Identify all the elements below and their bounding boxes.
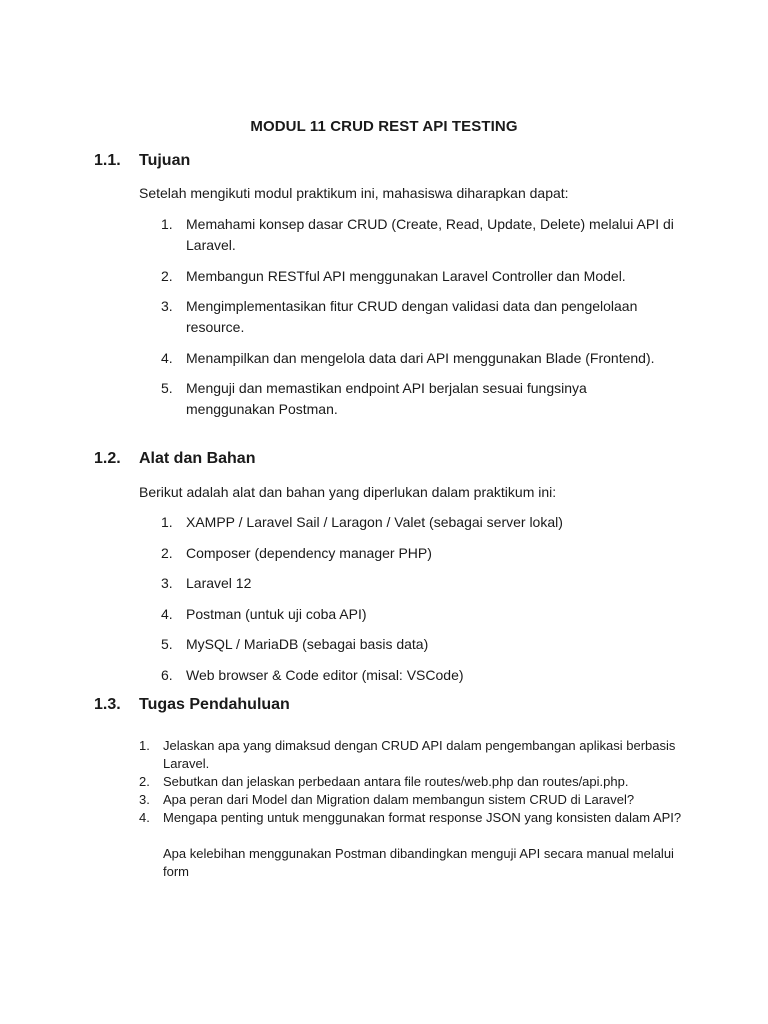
- list-item: [139, 604, 679, 625]
- list-item-text: Sebutkan dan jelaskan perbedaan antara file routes/web.php dan routes/api.php.: [163, 774, 629, 789]
- list-item: [139, 378, 679, 420]
- list-item-number: 2.: [161, 544, 173, 561]
- list-item: [139, 791, 699, 809]
- list-item-number: 3.: [161, 575, 173, 591]
- list-item-text: Jelaskan apa yang dimaksud dengan CRUD API dalam pengembangan aplikasi berbasis Laravel.: [163, 738, 676, 771]
- list-item: [139, 773, 699, 791]
- list-item-number: 2.: [161, 267, 173, 284]
- section-heading-tugas-pendahuluan: [94, 696, 290, 714]
- section-title: Tugas Pendahuluan: [139, 696, 290, 713]
- list-item: [139, 573, 679, 594]
- list-item-text: MySQL / MariaDB (sebagai basis data): [186, 636, 429, 652]
- list-item-text: XAMPP / Laravel Sail / Laragon / Valet (sebagai server lokal): [186, 514, 563, 530]
- list-item-number: 1.: [161, 216, 173, 232]
- list-item-text: Laravel 12: [186, 575, 252, 591]
- list-item-text: Menguji dan memastikan endpoint API berjalan sesuai fungsinya menggunakan Postman.: [186, 380, 587, 417]
- list-item: [139, 296, 679, 338]
- alat-bahan-list: [139, 512, 679, 695]
- list-item: [139, 665, 679, 686]
- list-item-number: 3.: [161, 298, 173, 314]
- section-number: 1.2.: [94, 450, 121, 467]
- tujuan-list: [139, 214, 679, 430]
- list-item: [139, 543, 679, 564]
- section-title: Alat dan Bahan: [139, 450, 256, 467]
- list-item-number: 4.: [161, 605, 173, 622]
- list-item-number: 6.: [161, 666, 173, 683]
- list-item-number: 4.: [161, 349, 173, 366]
- list-item: [139, 737, 699, 773]
- section-number: 1.1.: [94, 152, 121, 169]
- list-continuation-text: Apa kelebihan menggunakan Postman dibandingkan menguji API secara manual melalui form: [163, 846, 674, 879]
- list-item: [139, 512, 679, 533]
- list-item: [139, 634, 679, 655]
- list-item-text: Web browser & Code editor (misal: VSCode): [186, 666, 464, 683]
- list-item-number: 5.: [161, 636, 173, 652]
- list-item-text: Composer (dependency manager PHP): [186, 544, 432, 561]
- section-heading-tujuan: [94, 152, 190, 170]
- section-heading-alat-dan-bahan: [94, 450, 255, 468]
- list-item-number: 3.: [139, 792, 150, 807]
- list-item-text: Memahami konsep dasar CRUD (Create, Read, Update, Delete) melalui API di Laravel.: [186, 216, 674, 253]
- list-item-text: Apa peran dari Model dan Migration dalam membangun sistem CRUD di Laravel?: [163, 792, 635, 807]
- list-item-text: Mengimplementasikan fitur CRUD dengan validasi data dan pengelolaan resource.: [186, 298, 638, 335]
- list-item-text: Menampilkan dan mengelola data dari API menggunakan Blade (Frontend).: [186, 349, 655, 366]
- list-item-number: 1.: [161, 514, 173, 530]
- list-item-number: 1.: [139, 738, 150, 753]
- section-number: 1.3.: [94, 696, 121, 713]
- document-title: MODUL 11 CRUD REST API TESTING: [250, 118, 518, 135]
- list-item-number: 4.: [139, 810, 150, 825]
- section-intro: Setelah mengikuti modul praktikum ini, mahasiswa diharapkan dapat:: [139, 185, 569, 201]
- list-item: [139, 348, 679, 369]
- list-item: [139, 809, 699, 827]
- list-item-text: Postman (untuk uji coba API): [186, 605, 367, 622]
- section-title: Tujuan: [139, 152, 191, 169]
- section-intro: Berikut adalah alat dan bahan yang diperlukan dalam praktikum ini:: [139, 484, 557, 500]
- list-item: [139, 266, 679, 287]
- list-item-text: Membangun RESTful API menggunakan Laravel Controller dan Model.: [186, 267, 626, 284]
- list-item-text: Mengapa penting untuk menggunakan format response JSON yang konsisten dalam API?: [163, 810, 682, 825]
- list-item: [139, 214, 679, 256]
- list-item-number: 2.: [139, 774, 150, 789]
- list-item-number: 5.: [161, 380, 173, 396]
- tugas-list: [139, 737, 699, 827]
